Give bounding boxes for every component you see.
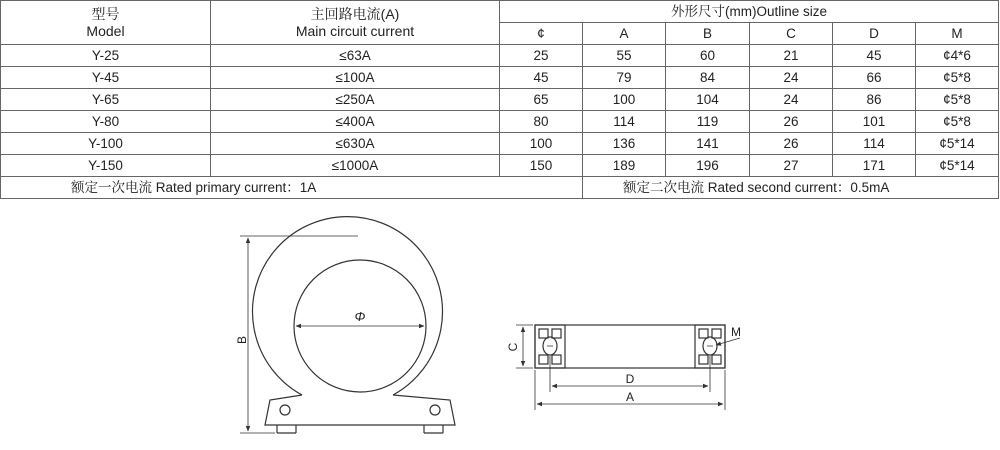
cell-current: ≤100A (211, 67, 500, 89)
cell-c: 26 (750, 111, 833, 133)
cell-m: ¢5*8 (916, 111, 999, 133)
cell-a: 189 (583, 155, 666, 177)
col-phi: ¢ (500, 23, 583, 45)
rated-secondary-current: 额定二次电流 Rated second current：0.5mA (583, 177, 999, 199)
cell-model: Y-80 (1, 111, 211, 133)
cell-current: ≤630A (211, 133, 500, 155)
cell-current: ≤63A (211, 45, 500, 67)
rated-primary-current: 额定一次电流 Rated primary current：1A (1, 177, 583, 199)
cell-b: 196 (666, 155, 750, 177)
cell-d: 45 (833, 45, 916, 67)
cell-phi: 45 (500, 67, 583, 89)
front-view (240, 217, 455, 433)
cell-current: ≤250A (211, 89, 500, 111)
cell-b: 60 (666, 45, 750, 67)
ring-outline (253, 217, 443, 395)
header-model-cn: 型号 (91, 5, 120, 22)
label-phi: Φ (354, 309, 366, 324)
mount-hole-left (280, 405, 290, 415)
cell-a: 79 (583, 67, 666, 89)
cell-b: 104 (666, 89, 750, 111)
label-m: M (731, 325, 741, 339)
cell-b: 141 (666, 133, 750, 155)
label-c: C (506, 342, 520, 352)
cell-c: 24 (750, 89, 833, 111)
cell-m: ¢5*8 (916, 89, 999, 111)
base-outline (265, 395, 455, 425)
cell-d: 114 (833, 133, 916, 155)
cell-c: 26 (750, 133, 833, 155)
cell-current: ≤400A (211, 111, 500, 133)
cell-model: Y-45 (1, 67, 211, 89)
cell-b: 119 (666, 111, 750, 133)
cell-m: ¢5*8 (916, 67, 999, 89)
cell-phi: 65 (500, 89, 583, 111)
label-d: D (625, 372, 635, 386)
cell-model: Y-25 (1, 45, 211, 67)
cell-phi: 100 (500, 133, 583, 155)
cell-a: 114 (583, 111, 666, 133)
cell-b: 84 (666, 67, 750, 89)
label-b: B (235, 335, 249, 345)
cell-m: ¢5*14 (916, 133, 999, 155)
cell-a: 100 (583, 89, 666, 111)
col-c: C (750, 23, 833, 45)
cell-m: ¢5*14 (916, 155, 999, 177)
col-m: M (916, 23, 999, 45)
cell-c: 27 (750, 155, 833, 177)
cell-m: ¢4*6 (916, 45, 999, 67)
col-a: A (583, 23, 666, 45)
cell-phi: 150 (500, 155, 583, 177)
cell-phi: 25 (500, 45, 583, 67)
cell-phi: 80 (500, 111, 583, 133)
cell-c: 24 (750, 67, 833, 89)
cell-a: 136 (583, 133, 666, 155)
col-b: B (666, 23, 750, 45)
label-a: A (625, 390, 635, 404)
header-current-en: Main circuit current (295, 22, 415, 39)
header-outline: 外形尺寸(mm)Outline size (500, 1, 999, 23)
cell-model: Y-65 (1, 89, 211, 111)
cell-current: ≤1000A (211, 155, 500, 177)
cell-d: 101 (833, 111, 916, 133)
side-body (535, 325, 725, 368)
mount-hole-right (430, 405, 440, 415)
cell-model: Y-150 (1, 155, 211, 177)
cell-c: 21 (750, 45, 833, 67)
cell-d: 171 (833, 155, 916, 177)
header-model-en: Model (86, 22, 125, 39)
dim-m-line (716, 338, 740, 345)
cell-d: 86 (833, 89, 916, 111)
cell-a: 55 (583, 45, 666, 67)
header-current-cn: 主回路电流(A) (310, 5, 400, 22)
cell-d: 66 (833, 67, 916, 89)
cell-model: Y-100 (1, 133, 211, 155)
col-d: D (833, 23, 916, 45)
